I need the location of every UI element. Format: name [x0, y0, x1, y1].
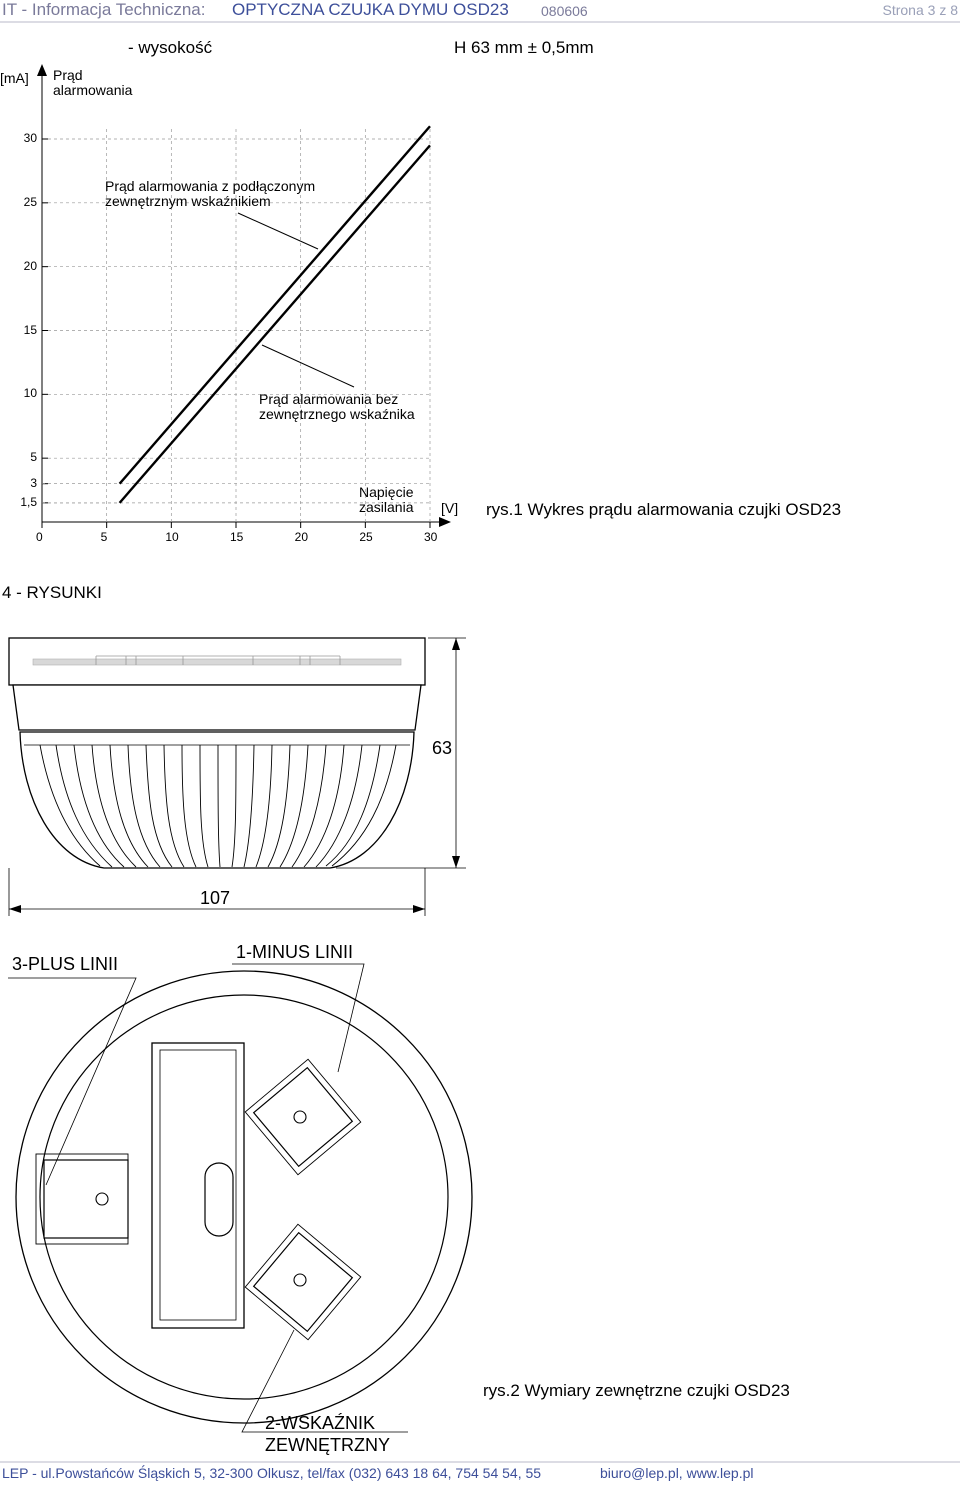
- annotation-without-line2: zewnętrznego wskaźnika: [259, 406, 415, 422]
- x-tick-label-4: 20: [294, 530, 309, 544]
- annotation-with-line2: zewnętrznym wskaźnikiem: [105, 193, 271, 209]
- spec-label: - wysokość: [128, 38, 213, 57]
- x-tick-label-5: 25: [359, 530, 373, 544]
- x-axis-label-line1: Napięcie: [359, 484, 414, 500]
- annotation-with-line1: Prąd alarmowania z podłączonym: [105, 178, 316, 194]
- label-plus-line: 3-PLUS LINII: [12, 954, 119, 974]
- y-tick-label-6: 3: [30, 475, 37, 490]
- y-tick-label-5: 5: [30, 450, 37, 465]
- label-indicator-line2: ZEWNĘTRZNY: [265, 1435, 390, 1455]
- y-unit: [mA]: [0, 70, 29, 86]
- y-tick-label-7: 1,5: [20, 494, 37, 509]
- y-axis-label-line2: alarmowania: [53, 82, 133, 98]
- header-code: 080606: [541, 3, 588, 19]
- width-dimension-value: 107: [200, 888, 231, 908]
- drawing-caption: rys.2 Wymiary zewnętrzne czujki OSD23: [483, 1381, 790, 1400]
- header-title: OPTYCZNA CZUJKA DYMU OSD23: [232, 0, 509, 19]
- y-tick-label-3: 15: [23, 322, 37, 337]
- y-tick-label-0: 30: [23, 131, 37, 145]
- y-tick-label-4: 10: [23, 386, 37, 401]
- housing-slot: [205, 1163, 233, 1236]
- footer-contact: biuro@lep.pl, www.lep.pl: [600, 1465, 754, 1481]
- label-indicator-line1: 2-WSKAŹNIK: [265, 1413, 376, 1433]
- x-axis-label-line2: zasilania: [359, 499, 414, 515]
- label-minus-line: 1-MINUS LINII: [236, 942, 354, 962]
- x-tick-label-2: 10: [165, 530, 179, 544]
- annotation-without-line1: Prąd alarmowania bez: [259, 391, 399, 407]
- page-number: Strona 3 z 8: [882, 2, 958, 18]
- y-tick-label-2: 20: [23, 258, 37, 273]
- chart-caption: rys.1 Wykres prądu alarmowania czujki OSD23: [486, 500, 842, 519]
- footer-address: LEP - ul.Powstańców Śląskich 5, 32-300 Olkusz, tel/fax (032) 643 18 64, 754 54 54, 55: [2, 1465, 542, 1481]
- terminal-plus: [44, 1160, 128, 1238]
- spec-value: H 63 mm ± 0,5mm: [454, 38, 594, 57]
- x-tick-label-0: 0: [36, 530, 43, 544]
- x-unit: [V]: [441, 500, 459, 516]
- x-tick-label-6: 30: [424, 530, 438, 544]
- x-tick-label-1: 5: [100, 530, 108, 544]
- y-tick-label-1: 25: [23, 194, 37, 209]
- header-prefix: IT - Informacja Techniczna:: [2, 0, 206, 19]
- x-tick-label-3: 15: [230, 530, 244, 544]
- y-axis-label-line1: Prąd: [53, 67, 83, 83]
- section-title: 4 - RYSUNKI: [2, 583, 102, 602]
- height-dimension-value: 63: [432, 738, 453, 758]
